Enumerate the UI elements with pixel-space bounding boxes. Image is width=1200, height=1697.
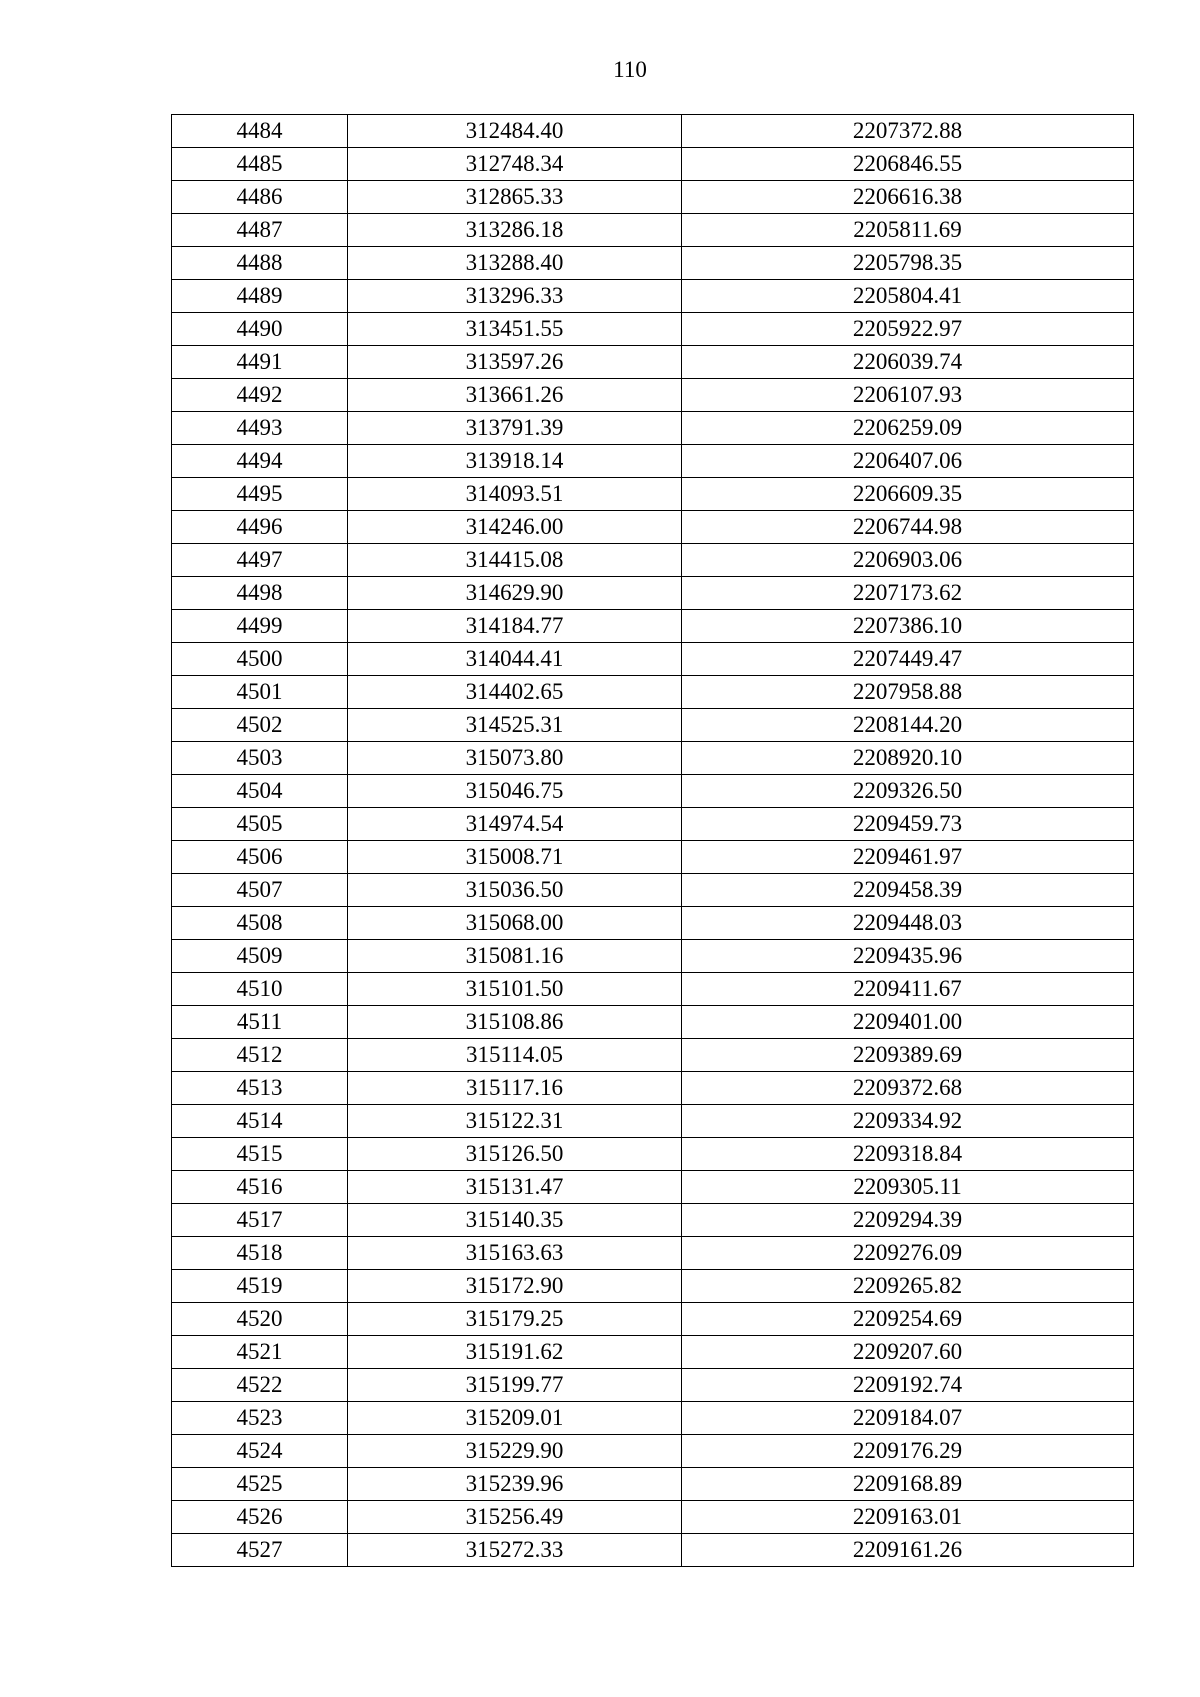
x-coordinate-cell: 315239.96	[348, 1468, 682, 1501]
x-coordinate-cell: 315073.80	[348, 742, 682, 775]
table-row	[172, 940, 1134, 973]
y-coordinate-cell: 2207372.88	[682, 115, 1134, 148]
y-coordinate-cell: 2206107.93	[682, 379, 1134, 412]
x-coordinate-cell: 313286.18	[348, 214, 682, 247]
y-coordinate-cell: 2206744.98	[682, 511, 1134, 544]
y-coordinate-cell: 2209265.82	[682, 1270, 1134, 1303]
y-coordinate-cell: 2209294.39	[682, 1204, 1134, 1237]
x-coordinate-cell: 314184.77	[348, 610, 682, 643]
point-number-cell: 4508	[172, 907, 348, 940]
point-number-cell: 4485	[172, 148, 348, 181]
y-coordinate-cell: 2209207.60	[682, 1336, 1134, 1369]
table-row	[172, 115, 1134, 148]
y-coordinate-cell: 2206407.06	[682, 445, 1134, 478]
table-row	[172, 1270, 1134, 1303]
table-row	[172, 709, 1134, 742]
point-number-cell: 4489	[172, 280, 348, 313]
page-number: 110	[613, 57, 647, 82]
point-number-cell: 4484	[172, 115, 348, 148]
y-coordinate-cell: 2205922.97	[682, 313, 1134, 346]
y-coordinate-cell: 2209192.74	[682, 1369, 1134, 1402]
table-row	[172, 808, 1134, 841]
y-coordinate-cell: 2209276.09	[682, 1237, 1134, 1270]
point-number-cell: 4492	[172, 379, 348, 412]
table-row	[172, 643, 1134, 676]
x-coordinate-cell: 313918.14	[348, 445, 682, 478]
point-number-cell: 4516	[172, 1171, 348, 1204]
y-coordinate-cell: 2205804.41	[682, 280, 1134, 313]
table-row	[172, 1105, 1134, 1138]
x-coordinate-cell: 315126.50	[348, 1138, 682, 1171]
x-coordinate-cell: 315036.50	[348, 874, 682, 907]
table-row	[172, 379, 1134, 412]
y-coordinate-cell: 2209305.11	[682, 1171, 1134, 1204]
table-row	[172, 874, 1134, 907]
x-coordinate-cell: 312748.34	[348, 148, 682, 181]
table-row	[172, 577, 1134, 610]
y-coordinate-cell: 2209389.69	[682, 1039, 1134, 1072]
coordinates-table	[171, 114, 1134, 1567]
point-number-cell: 4524	[172, 1435, 348, 1468]
y-coordinate-cell: 2205798.35	[682, 247, 1134, 280]
y-coordinate-cell: 2209168.89	[682, 1468, 1134, 1501]
y-coordinate-cell: 2206259.09	[682, 412, 1134, 445]
y-coordinate-cell: 2209254.69	[682, 1303, 1134, 1336]
table-row	[172, 1303, 1134, 1336]
table-row	[172, 313, 1134, 346]
x-coordinate-cell: 315256.49	[348, 1501, 682, 1534]
x-coordinate-cell: 314415.08	[348, 544, 682, 577]
y-coordinate-cell: 2209411.67	[682, 973, 1134, 1006]
point-number-cell: 4512	[172, 1039, 348, 1072]
table-row	[172, 1468, 1134, 1501]
x-coordinate-cell: 315191.62	[348, 1336, 682, 1369]
point-number-cell: 4498	[172, 577, 348, 610]
x-coordinate-cell: 315272.33	[348, 1534, 682, 1567]
table-row	[172, 445, 1134, 478]
table-row	[172, 412, 1134, 445]
x-coordinate-cell: 313661.26	[348, 379, 682, 412]
x-coordinate-cell: 315108.86	[348, 1006, 682, 1039]
point-number-cell: 4493	[172, 412, 348, 445]
point-number-cell: 4518	[172, 1237, 348, 1270]
y-coordinate-cell: 2206616.38	[682, 181, 1134, 214]
table-row	[172, 1204, 1134, 1237]
x-coordinate-cell: 313288.40	[348, 247, 682, 280]
y-coordinate-cell: 2207449.47	[682, 643, 1134, 676]
y-coordinate-cell: 2209458.39	[682, 874, 1134, 907]
y-coordinate-cell: 2206609.35	[682, 478, 1134, 511]
y-coordinate-cell: 2207386.10	[682, 610, 1134, 643]
x-coordinate-cell: 315117.16	[348, 1072, 682, 1105]
point-number-cell: 4510	[172, 973, 348, 1006]
y-coordinate-cell: 2205811.69	[682, 214, 1134, 247]
y-coordinate-cell: 2209184.07	[682, 1402, 1134, 1435]
x-coordinate-cell: 313791.39	[348, 412, 682, 445]
point-number-cell: 4499	[172, 610, 348, 643]
coordinates-table-body	[172, 115, 1134, 1567]
x-coordinate-cell: 314246.00	[348, 511, 682, 544]
table-row	[172, 1006, 1134, 1039]
x-coordinate-cell: 315081.16	[348, 940, 682, 973]
table-row	[172, 1501, 1134, 1534]
table-row	[172, 1534, 1134, 1567]
point-number-cell: 4511	[172, 1006, 348, 1039]
point-number-cell: 4497	[172, 544, 348, 577]
x-coordinate-cell: 313451.55	[348, 313, 682, 346]
y-coordinate-cell: 2206039.74	[682, 346, 1134, 379]
y-coordinate-cell: 2207173.62	[682, 577, 1134, 610]
point-number-cell: 4488	[172, 247, 348, 280]
point-number-cell: 4491	[172, 346, 348, 379]
x-coordinate-cell: 314044.41	[348, 643, 682, 676]
point-number-cell: 4486	[172, 181, 348, 214]
y-coordinate-cell: 2207958.88	[682, 676, 1134, 709]
point-number-cell: 4496	[172, 511, 348, 544]
y-coordinate-cell: 2209163.01	[682, 1501, 1134, 1534]
table-row	[172, 1171, 1134, 1204]
table-row	[172, 973, 1134, 1006]
point-number-cell: 4509	[172, 940, 348, 973]
y-coordinate-cell: 2209448.03	[682, 907, 1134, 940]
x-coordinate-cell: 315179.25	[348, 1303, 682, 1336]
point-number-cell: 4519	[172, 1270, 348, 1303]
x-coordinate-cell: 314629.90	[348, 577, 682, 610]
x-coordinate-cell: 315122.31	[348, 1105, 682, 1138]
x-coordinate-cell: 312865.33	[348, 181, 682, 214]
point-number-cell: 4521	[172, 1336, 348, 1369]
table-row	[172, 346, 1134, 379]
table-row	[172, 1369, 1134, 1402]
table-row	[172, 610, 1134, 643]
point-number-cell: 4506	[172, 841, 348, 874]
x-coordinate-cell: 312484.40	[348, 115, 682, 148]
x-coordinate-cell: 315140.35	[348, 1204, 682, 1237]
table-row	[172, 1402, 1134, 1435]
point-number-cell: 4522	[172, 1369, 348, 1402]
table-row	[172, 1336, 1134, 1369]
x-coordinate-cell: 313597.26	[348, 346, 682, 379]
point-number-cell: 4520	[172, 1303, 348, 1336]
table-row	[172, 148, 1134, 181]
point-number-cell: 4525	[172, 1468, 348, 1501]
table-row	[172, 775, 1134, 808]
point-number-cell: 4503	[172, 742, 348, 775]
x-coordinate-cell: 315163.63	[348, 1237, 682, 1270]
y-coordinate-cell: 2209372.68	[682, 1072, 1134, 1105]
point-number-cell: 4501	[172, 676, 348, 709]
x-coordinate-cell: 314525.31	[348, 709, 682, 742]
y-coordinate-cell: 2209401.00	[682, 1006, 1134, 1039]
table-row	[172, 214, 1134, 247]
y-coordinate-cell: 2209161.26	[682, 1534, 1134, 1567]
y-coordinate-cell: 2209176.29	[682, 1435, 1134, 1468]
table-row	[172, 841, 1134, 874]
table-row	[172, 1039, 1134, 1072]
table-row	[172, 511, 1134, 544]
point-number-cell: 4495	[172, 478, 348, 511]
point-number-cell: 4505	[172, 808, 348, 841]
x-coordinate-cell: 315131.47	[348, 1171, 682, 1204]
point-number-cell: 4513	[172, 1072, 348, 1105]
x-coordinate-cell: 315068.00	[348, 907, 682, 940]
x-coordinate-cell: 315101.50	[348, 973, 682, 1006]
x-coordinate-cell: 314402.65	[348, 676, 682, 709]
x-coordinate-cell: 315114.05	[348, 1039, 682, 1072]
table-row	[172, 1138, 1134, 1171]
table-row	[172, 676, 1134, 709]
y-coordinate-cell: 2209326.50	[682, 775, 1134, 808]
point-number-cell: 4507	[172, 874, 348, 907]
point-number-cell: 4526	[172, 1501, 348, 1534]
point-number-cell: 4523	[172, 1402, 348, 1435]
y-coordinate-cell: 2209435.96	[682, 940, 1134, 973]
table-row	[172, 544, 1134, 577]
y-coordinate-cell: 2209334.92	[682, 1105, 1134, 1138]
x-coordinate-cell: 315008.71	[348, 841, 682, 874]
table-row	[172, 280, 1134, 313]
table-row	[172, 247, 1134, 280]
point-number-cell: 4515	[172, 1138, 348, 1171]
point-number-cell: 4490	[172, 313, 348, 346]
y-coordinate-cell: 2209459.73	[682, 808, 1134, 841]
point-number-cell: 4517	[172, 1204, 348, 1237]
table-row	[172, 907, 1134, 940]
x-coordinate-cell: 314974.54	[348, 808, 682, 841]
table-row	[172, 1072, 1134, 1105]
point-number-cell: 4502	[172, 709, 348, 742]
y-coordinate-cell: 2209461.97	[682, 841, 1134, 874]
y-coordinate-cell: 2209318.84	[682, 1138, 1134, 1171]
x-coordinate-cell: 315046.75	[348, 775, 682, 808]
table-row	[172, 1237, 1134, 1270]
table-row	[172, 1435, 1134, 1468]
y-coordinate-cell: 2206903.06	[682, 544, 1134, 577]
point-number-cell: 4514	[172, 1105, 348, 1138]
x-coordinate-cell: 315199.77	[348, 1369, 682, 1402]
x-coordinate-cell: 315229.90	[348, 1435, 682, 1468]
point-number-cell: 4494	[172, 445, 348, 478]
table-row	[172, 478, 1134, 511]
table-row	[172, 742, 1134, 775]
x-coordinate-cell: 313296.33	[348, 280, 682, 313]
x-coordinate-cell: 315209.01	[348, 1402, 682, 1435]
y-coordinate-cell: 2208920.10	[682, 742, 1134, 775]
y-coordinate-cell: 2206846.55	[682, 148, 1134, 181]
point-number-cell: 4527	[172, 1534, 348, 1567]
point-number-cell: 4500	[172, 643, 348, 676]
x-coordinate-cell: 314093.51	[348, 478, 682, 511]
y-coordinate-cell: 2208144.20	[682, 709, 1134, 742]
table-row	[172, 181, 1134, 214]
x-coordinate-cell: 315172.90	[348, 1270, 682, 1303]
point-number-cell: 4487	[172, 214, 348, 247]
point-number-cell: 4504	[172, 775, 348, 808]
